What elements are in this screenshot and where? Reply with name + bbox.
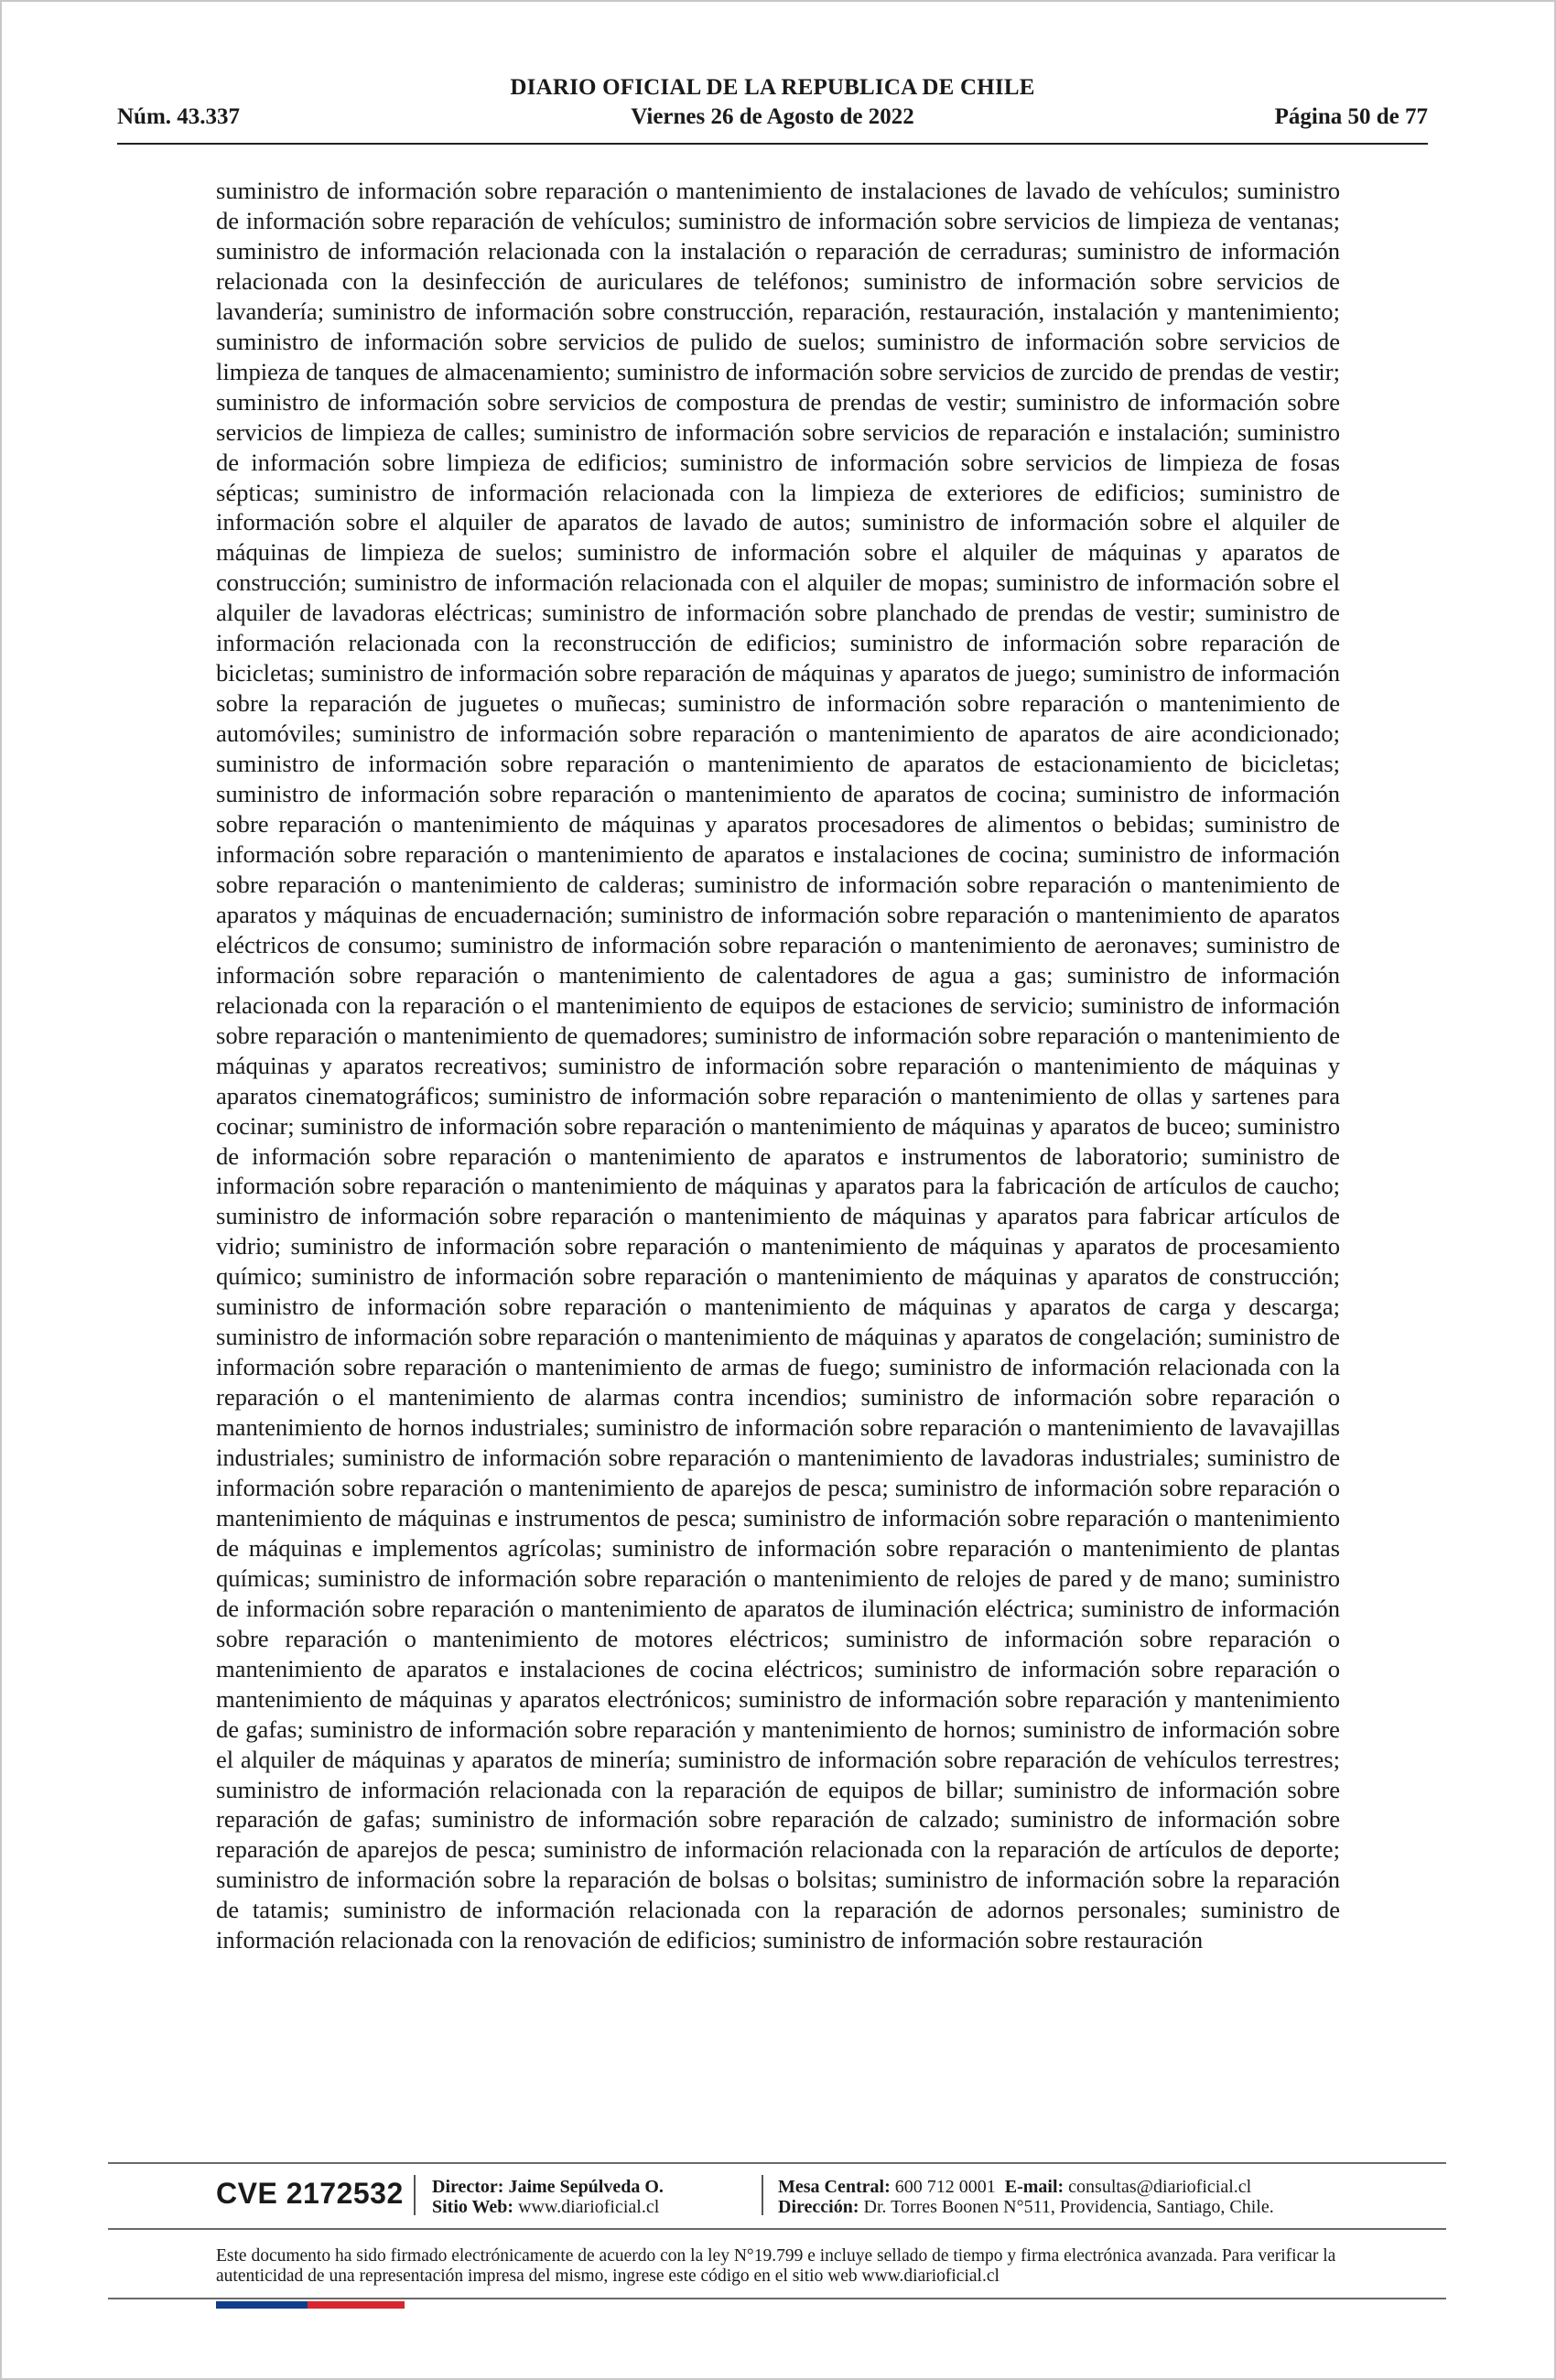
- website-line: [432, 2197, 664, 2217]
- footer-bottom-divider: [108, 2298, 1446, 2299]
- issue-date: Viernes 26 de Agosto de 2022: [631, 104, 914, 129]
- footer-middle-divider: [108, 2228, 1446, 2230]
- footer-director-block: [432, 2177, 664, 2217]
- address-text: Dr. Torres Boonen N°511, Providencia, Santiago, Chile.: [863, 2197, 1274, 2217]
- address-line: [778, 2197, 1274, 2217]
- email-link[interactable]: consultas@diarioficial.cl: [1068, 2177, 1252, 2197]
- website-label: Sitio Web:: [432, 2197, 514, 2217]
- director-line: [432, 2177, 664, 2197]
- body-paragraph: suministro de información sobre reparación o mantenimiento de instalaciones de lavado de vehículos; suministro de información sobre reparación de vehículos; suministro de información sobre servicios de limpieza de ventanas; suministro de información relacionada con la instalación o reparación de cerraduras; suministro de información relacionada con la desinfección de auriculares de teléfonos; suministro de información sobre servicios de lavandería; suministro de información sobre construcción, reparación, restauración, instalación y mantenimiento; suministro de información sobre servicios de pulido de suelos; suministro de información sobre servicios de limpieza de tanques de almacenamiento; suministro de información sobre servicios de zurcido de prendas de vestir; suministro de información sobre servicios de compostura de prendas de vestir; suministro de información sobre servicios de limpieza de calles; suministro de información sobre servicios de reparación e instalación; suministro de información sobre limpieza de edificios; suministro de información sobre servicios de limpieza de fosas sépticas; suministro de información relacionada con la limpieza de exteriores de edificios; suministro de información sobre el alquiler de aparatos de lavado de autos; suministro de información sobre el alquiler de máquinas de limpieza de suelos; suministro de información sobre el alquiler de máquinas y aparatos de construcción; suministro de información relacionada con el alquiler de mopas; suministro de información sobre el alquiler de lavadoras eléctricas; suministro de información sobre planchado de prendas de vestir; suministro de información relacionada con la reconstrucción de edificios; suministro de información sobre reparación de bicicletas; suministro de información sobre reparación de máquinas y aparatos de juego; suministro de información sobre la reparación de juguetes o muñecas; suministro de información sobre reparación o mantenimiento de automóviles; suministro de información sobre reparación o mantenimiento de aparatos de aire acondicionado; suministro de información sobre reparación o mantenimiento de aparatos de estacionamiento de bicicletas; suministro de información sobre reparación o mantenimiento de aparatos de cocina; suministro de información sobre reparación o mantenimiento de máquinas y aparatos procesadores de alimentos o bebidas; suministro de información sobre reparación o mantenimiento de aparatos e instalaciones de cocina; suministro de información sobre reparación o mantenimiento de calderas; suministro de información sobre reparación o mantenimiento de aparatos y máquinas de encuadernación; suministro de información sobre reparación o mantenimiento de aparatos eléctricos de consumo; suministro de información sobre reparación o mantenimiento de aeronaves; suministro de información sobre reparación o mantenimiento de calentadores de agua a gas; suministro de información relacionada con la reparación o el mantenimiento de equipos de estaciones de servicio; suministro de información sobre reparación o mantenimiento de quemadores; suministro de información sobre reparación o mantenimiento de máquinas y aparatos recreativos; suministro de información sobre reparación o mantenimiento de máquinas y aparatos cinematográficos; suministro de información sobre reparación o mantenimiento de ollas y sartenes para cocinar; suministro de información sobre reparación o mantenimiento de máquinas y aparatos de buceo; suministro de información sobre reparación o mantenimiento de aparatos e instrumentos de laboratorio; suministro de información sobre reparación o mantenimiento de máquinas y aparatos para la fabricación de artículos de caucho; suministro de información sobre reparación o mantenimiento de máquinas y aparatos para fabricar artículos de vidrio; suministro de información sobre reparación o mantenimiento de máquinas y aparatos de procesamiento químico; suministro de información sobre reparación o mantenimiento de máquinas y aparatos de construcción; suministro de información sobre reparación o mantenimiento de máquinas y aparatos de carga y descarga; suministro de información sobre reparación o mantenimiento de máquinas y aparatos de congelación; suministro de información sobre reparación o mantenimiento de armas de fuego; suministro de información relacionada con la reparación o el mantenimiento de alarmas contra incendios; suministro de información sobre reparación o mantenimiento de hornos industriales; suministro de información sobre reparación o mantenimiento de lavavajillas industriales; suministro de información sobre reparación o mantenimiento de lavadoras industriales; suministro de información sobre reparación o mantenimiento de aparejos de pesca; suministro de información sobre reparación o mantenimiento de máquinas e instrumentos de pesca; suministro de información sobre reparación o mantenimiento de máquinas e implementos agrícolas; suministro de información sobre reparación o mantenimiento de plantas químicas; suministro de información sobre reparación o mantenimiento de relojes de pared y de mano; suministro de información sobre reparación o mantenimiento de aparatos de iluminación eléctrica; suministro de información sobre reparación o mantenimiento de motores eléctricos; suministro de información sobre reparación o mantenimiento de aparatos e instalaciones de cocina eléctricos; suministro de información sobre reparación o mantenimiento de máquinas y aparatos electrónicos; suministro de información sobre reparación y mantenimiento de gafas; suministro de información sobre reparación y mantenimiento de hornos; suministro de información sobre el alquiler de máquinas y aparatos de minería; suministro de información sobre reparación de vehículos terrestres; suministro de información relacionada con la reparación de equipos de billar; suministro de información sobre reparación de gafas; suministro de información sobre reparación de calzado; suministro de información sobre reparación de aparejos de pesca; suministro de información relacionada con la reparación de artículos de deporte; suministro de información sobre la reparación de bolsas o bolsitas; suministro de información sobre la reparación de tatamis; suministro de información relacionada con la reparación de adornos personales; suministro de información relacionada con la renovación de edificios; suministro de información sobre restauración: [216, 177, 1340, 1954]
- page-header: [117, 75, 1428, 148]
- footer-contact-block: [778, 2177, 1274, 2217]
- website-link[interactable]: www.diarioficial.cl: [518, 2197, 660, 2217]
- header-divider: [117, 143, 1428, 145]
- page-indicator: Página 50 de 77: [1274, 104, 1428, 129]
- gazette-title: DIARIO OFICIAL DE LA REPUBLICA DE CHILE: [510, 75, 1035, 100]
- phone-label: Mesa Central:: [778, 2177, 891, 2197]
- cve-code: CVE 2172532: [216, 2177, 404, 2210]
- flag-color-bar: [216, 2301, 405, 2309]
- footer-column-divider: [762, 2175, 763, 2215]
- address-label: Dirección:: [778, 2197, 859, 2217]
- footer-top-divider: [108, 2162, 1446, 2164]
- footer-column-divider: [414, 2175, 416, 2215]
- director-label: Director:: [432, 2177, 504, 2197]
- flag-blue-segment: [216, 2301, 308, 2309]
- signature-notice: Este documento ha sido firmado electrónicamente de acuerdo con la ley N°19.799 e incluye sellado de tiempo y firma electrónica avanzada. Para verificar la autenticidad de una representación impresa del mismo, ingrese este código en el sitio web www.diarioficial.cl: [216, 2246, 1336, 2286]
- director-name: Jaime Sepúlveda O.: [508, 2177, 664, 2197]
- phone-number: 600 712 0001: [894, 2177, 996, 2197]
- email-label: E-mail:: [1004, 2177, 1064, 2197]
- flag-red-segment: [308, 2301, 405, 2309]
- issue-number: Núm. 43.337: [117, 104, 241, 129]
- contact-line: [778, 2177, 1274, 2197]
